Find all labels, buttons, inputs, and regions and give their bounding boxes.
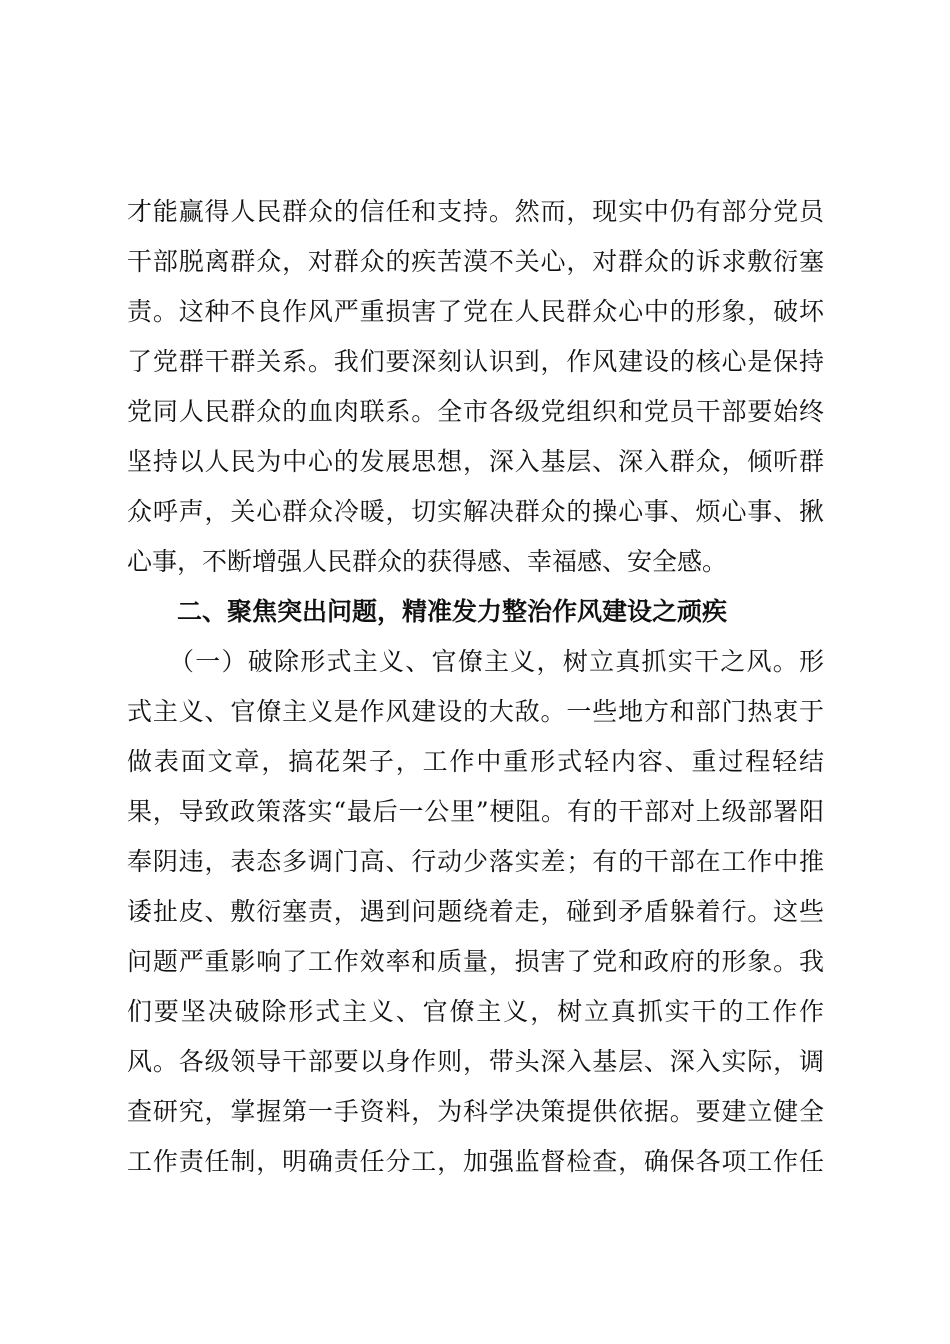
paragraph-line: 坚持以人民为中心的发展思想，深入基层、深入群众，倾听群 xyxy=(127,447,824,476)
paragraph-line: 党同人民群众的血肉联系。全市各级党组织和党员干部要始终 xyxy=(127,397,824,426)
paragraph-line: 了党群干群关系。我们要深刻认识到，作风建设的核心是保持 xyxy=(127,347,824,376)
section-paragraph-line: 工作责任制，明确责任分工，加强监督检查，确保各项工作任 xyxy=(127,1147,824,1176)
paragraph-line: 心事，不断增强人民群众的获得感、幸福感、安全感。 xyxy=(127,547,728,576)
paragraph-line: 才能赢得人民群众的信任和支持。然而，现实中仍有部分党员 xyxy=(127,197,824,226)
paragraph-line: 干部脱离群众，对群众的疾苦漠不关心，对群众的诉求敷衍塞 xyxy=(127,247,824,276)
section-heading: 二、聚焦突出问题，精准发力整治作风建设之顽疾 xyxy=(177,597,728,626)
section-paragraph-line: 查研究，掌握第一手资料，为科学决策提供依据。要建立健全 xyxy=(127,1097,824,1126)
section-paragraph-line: 风。各级领导干部要以身作则，带头深入基层、深入实际，调 xyxy=(127,1047,824,1076)
section-paragraph-line: 们要坚决破除形式主义、官僚主义，树立真抓实干的工作作 xyxy=(127,997,824,1026)
paragraph-line: 责。这种不良作风严重损害了党在人民群众心中的形象，破坏 xyxy=(127,297,824,326)
document-body xyxy=(127,187,824,1187)
section-paragraph-line: 问题严重影响了工作效率和质量，损害了党和政府的形象。我 xyxy=(127,947,824,976)
section-paragraph-line: 诿扯皮、敷衍塞责，遇到问题绕着走，碰到矛盾躲着行。这些 xyxy=(127,897,824,926)
section-paragraph-line: 做表面文章，搞花架子，工作中重形式轻内容、重过程轻结 xyxy=(127,747,824,776)
section-paragraph-line: 式主义、官僚主义是作风建设的大敌。一些地方和部门热衷于 xyxy=(127,697,824,726)
section-paragraph-line: （一）破除形式主义、官僚主义，树立真抓实干之风。形 xyxy=(169,647,824,676)
section-paragraph-line: 果，导致政策落实“最后一公里”梗阻。有的干部对上级部署阳 xyxy=(127,797,824,826)
paragraph-line: 众呼声，关心群众冷暖，切实解决群众的操心事、烦心事、揪 xyxy=(127,497,824,526)
section-paragraph-line: 奉阴违，表态多调门高、行动少落实差；有的干部在工作中推 xyxy=(127,847,824,876)
